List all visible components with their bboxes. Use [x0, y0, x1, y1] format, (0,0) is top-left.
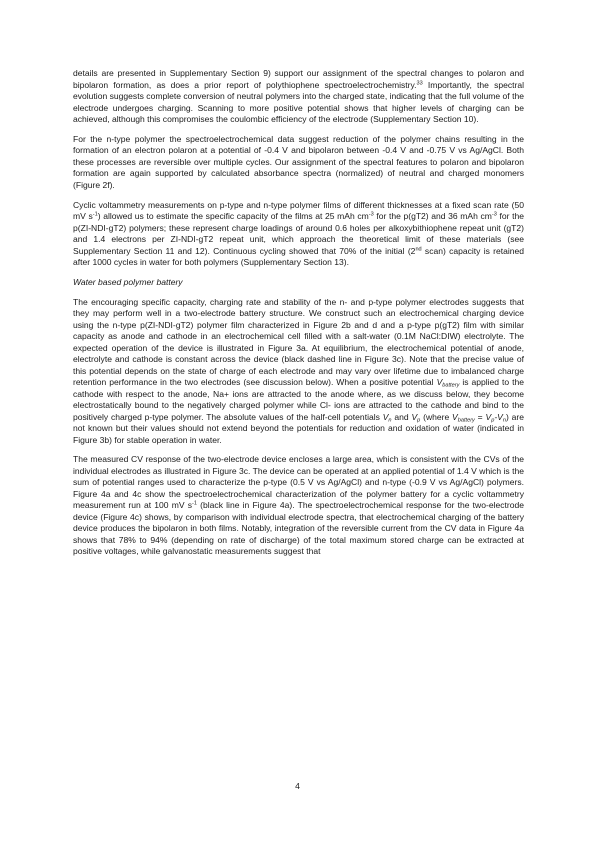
symbol-v: V	[485, 411, 492, 422]
paragraph-3-text-d: for the p(ZI-NDI-gT2) polymers; these represent charge loadings of around 0.6 holes per alkoxybithiophene repeat unit (gT2) and 1.4 electrons per ZI-NDI-gT2 repeat unit, which approach the theoretical limit of these materials (see Supplementary Section 11 and 12). Continuous cycling showed that 70% of the initial (2	[73, 211, 524, 256]
paragraph-4-text-c: (where	[420, 411, 453, 422]
subscript-p: p	[417, 417, 421, 424]
subscript-battery: battery	[442, 382, 460, 389]
page-number: 4	[295, 781, 300, 791]
subscript-n: n	[388, 417, 392, 424]
paragraph-1	[73, 68, 524, 126]
superscript: -1	[192, 501, 197, 508]
superscript: -3	[491, 211, 497, 218]
superscript: -1	[92, 211, 98, 218]
paragraph-1-text-b: Importantly, the spectral evolution suggests complete conversion of neutral polymers into the charged state, indicating that the full volume of the electrode undergoes charging. Scanning to more positive potential shows that higher levels of charging can be achieved, although this compromises the coulombic efficiency of the electrode (Supplementary Section 10).	[73, 79, 524, 124]
paragraph-4	[73, 297, 524, 447]
symbol-v: V	[452, 411, 458, 422]
superscript: -3	[368, 211, 374, 218]
minus-sign: -	[494, 411, 498, 422]
paragraph-1-text-a: details are presented in Supplementary Section 9) support our assignment of the spectral changes to polaron and bipolaron formation, as does a prior report of polythiophene spectroelectrochemistry.	[73, 68, 524, 90]
paragraph-3-text-b: ) allowed us to estimate the specific capacity of the films at 25 mAh cm	[97, 211, 369, 222]
conjunction: and	[391, 411, 412, 422]
subscript-n: n	[502, 417, 506, 424]
symbol-v: V	[497, 411, 503, 422]
reference-33: 33	[416, 80, 423, 87]
subscript-battery: battery	[457, 417, 475, 424]
paragraph-4-text-a: The encouraging specific capacity, charging rate and stability of the n- and p-type polymer electrodes suggests that they may perform well in a two-electrode battery structure. We construct such an electrochemical charging device using the n-type p(ZI-NDI-gT2) polymer film characterized in Figure 2b and d and a p-type p(gT2) film with similar capacity as anode and cathode in an electrochemical cell filled with a salt-water (0.1M NaCl:DIW) electrolyte. The expected operation of the device is illustrated in Figure 3a. At equilibrium, the electrochemical potential of anode, electrolyte and cathode is constant across the device (black dashed line in Figure 3c). Note that the precise value of this potential depends on the state of charge of each electrode and may vary over lifetime due to imbalanced charge retention performance in the two electrodes (see discussion below). When a positive potential	[73, 296, 524, 388]
paragraph-3-text-c: for the p(gT2) and 36 mAh cm	[373, 211, 492, 222]
paragraph-2: For the n-type polymer the spectroelectrochemical data suggest reduction of the polymer chains resulting in the formation of an electron polaron at a potential of -0.4 V and bipolaron between -0.4 V and -0.75 V vs Ag/AgCl. Both these processes are reversible over multiple cycles. Our assignment of the spectral features to polaron and bipolaron formation are again supported by calculated absorbance spectra (normalized) of neutral and charged monomers (Figure 2f).	[73, 133, 524, 190]
subscript-p: p	[491, 417, 495, 424]
paragraph-5-text-b: (black line in Figure 4a). The spectroelectrochemical response for the two-electrode device (Figure 4c) shows, by comparison with individual electrode spectra, that electrochemical charging of the battery device produces the bipolaron in both films. Notably, integration of the reversible current from the CV data in Figure 4a shows that 78% to 94% (depending on rate of discharge) of the total maximum stored charge can be extracted at positive voltages, while galvanostatic measurements suggest that	[73, 500, 524, 557]
page-body	[73, 68, 524, 566]
superscript: nd	[415, 246, 422, 253]
paragraph-4-text-d: ) are not known but their values should not extend beyond the potentials for reduction and oxidation of water (indicated in Figure 3b) for stable operation in water.	[73, 411, 525, 445]
paragraph-4-text-b: is applied to the cathode with respect to the anode, Na+ ions are attracted to the anode where, as we discuss below, they become electrostatically bound to the negatively charged polymer while Cl- ions are attracted to the cathode and bind to the positively charged p-type polymer. The absolute values of the half-cell potentials	[73, 377, 524, 422]
paragraph-5	[73, 454, 524, 558]
section-heading: Water based polymer battery	[73, 276, 183, 287]
paragraph-3-text-a: Cyclic voltammetry measurements on p-type and n-type polymer films of different thicknesses at a fixed scan rate (50 mV s	[73, 199, 524, 222]
paragraph-5-text-a: The measured CV response of the two-electrode device encloses a large area, which is consistent with the CVs of the individual electrodes as illustrated in Figure 3c. The device can be operated at an applied potential of 1.4 V which is the sum of potential ranges used to characterize the p-type (0.5 V vs Ag/AgCl) and n-type (-0.9 V vs Ag/AgCl) polymers. Figure 4a and 4c show the spectroelectrochemical characterization of the polymer battery for a cyclic voltammetry measurement run at 100 mV s	[73, 454, 524, 511]
paragraph-3-text-e: scan) capacity is retained after 1000 cycles in water for both polymers (Supplementary Section 13).	[73, 245, 525, 268]
symbol-v: V	[382, 411, 389, 422]
equals-sign: =	[474, 411, 486, 422]
symbol-v: V	[411, 411, 418, 422]
symbol-v: V	[436, 377, 443, 388]
paragraph-3	[73, 200, 524, 269]
